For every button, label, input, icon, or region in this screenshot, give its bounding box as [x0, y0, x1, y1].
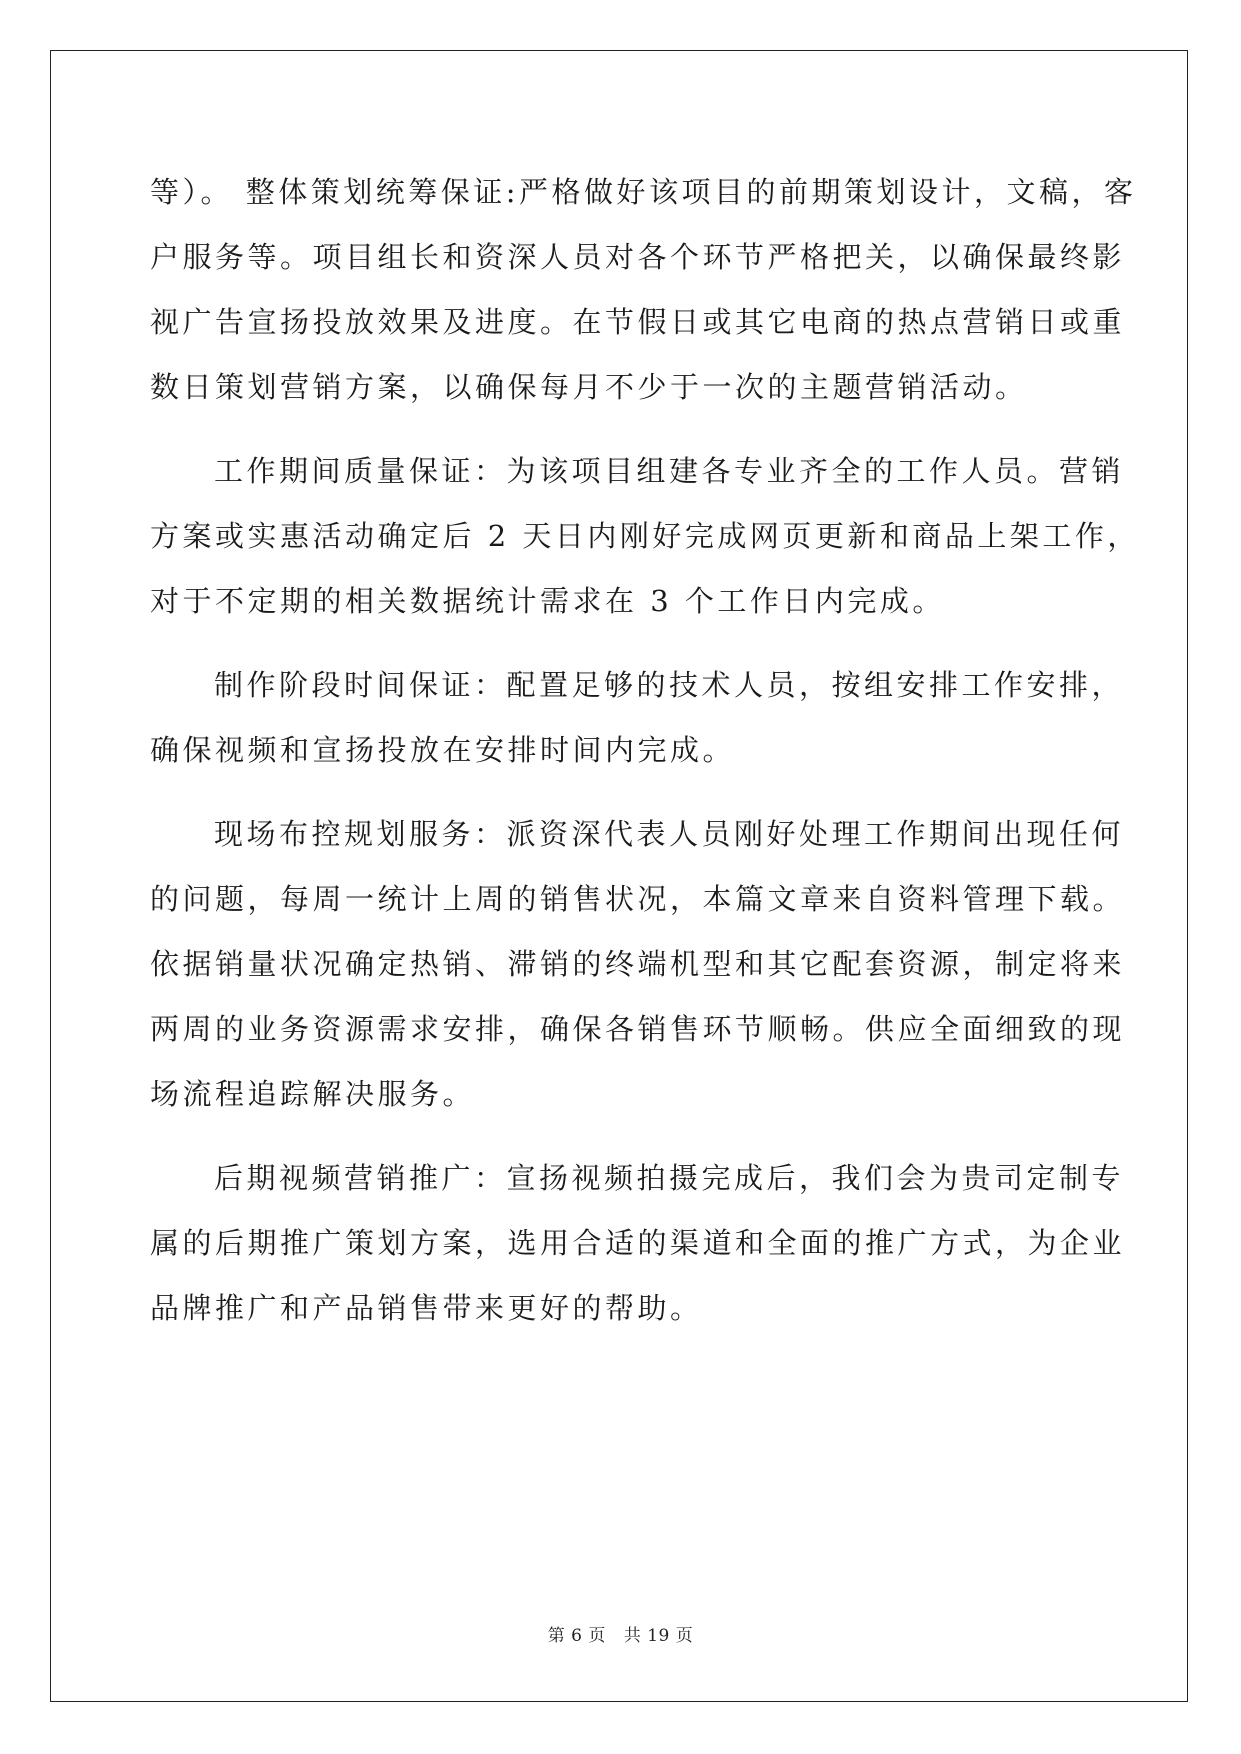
document-body	[150, 160, 1140, 1341]
paragraph	[150, 1146, 1126, 1341]
total-page-count: 共 19 页	[623, 1626, 694, 1646]
text-line: 工作期间质量保证：为该项目组建各专业齐全的工作人员。营销	[214, 454, 1125, 488]
paragraph	[150, 160, 1137, 420]
text-line: 的问题，每周一统计上周的销售状况，本篇文章来自资料管理下载。	[150, 882, 1126, 916]
text-line: 等）。 整体策划统筹保证:严格做好该项目的前期策划设计，文稿，客	[150, 175, 1137, 209]
text-line: 两周的业务资源需求安排，确保各销售环节顺畅。供应全面细致的现	[150, 1012, 1126, 1046]
paragraph	[150, 653, 1125, 783]
text-line: 数日策划营销方案，以确保每月不少于一次的主题营销活动。	[150, 370, 1028, 404]
text-line: 视广告宣扬投放效果及进度。在节假日或其它电商的热点营销日或重	[150, 305, 1126, 339]
text-line: 确保视频和宣扬投放在安排时间内完成。	[150, 733, 736, 767]
text-line: 属的后期推广策划方案，选用合适的渠道和全面的推广方式，为企业	[150, 1226, 1126, 1260]
text-line: 后期视频营销推广：宣扬视频拍摄完成后，我们会为贵司定制专	[214, 1161, 1125, 1195]
text-line: 户服务等。项目组长和资深人员对各个环节严格把关，以确保最终影	[150, 240, 1126, 274]
page-footer	[0, 1621, 1241, 1646]
text-line: 方案或实惠活动确定后 2 天日内刚好完成网页更新和商品上架工作，	[150, 519, 1140, 553]
paragraph	[150, 802, 1126, 1127]
current-page-number: 第 6 页	[547, 1626, 606, 1646]
paragraph	[150, 439, 1140, 634]
text-line: 品牌推广和产品销售带来更好的帮助。	[150, 1291, 703, 1325]
text-line: 依据销量状况确定热销、滞销的终端机型和其它配套资源，制定将来	[150, 947, 1126, 981]
text-line: 制作阶段时间保证：配置足够的技术人员，按组安排工作安排，	[214, 668, 1125, 702]
text-line: 场流程追踪解决服务。	[150, 1077, 476, 1111]
text-line: 现场布控规划服务：派资深代表人员刚好处理工作期间出现任何	[214, 817, 1125, 851]
text-line: 对于不定期的相关数据统计需求在 3 个工作日内完成。	[150, 584, 945, 618]
